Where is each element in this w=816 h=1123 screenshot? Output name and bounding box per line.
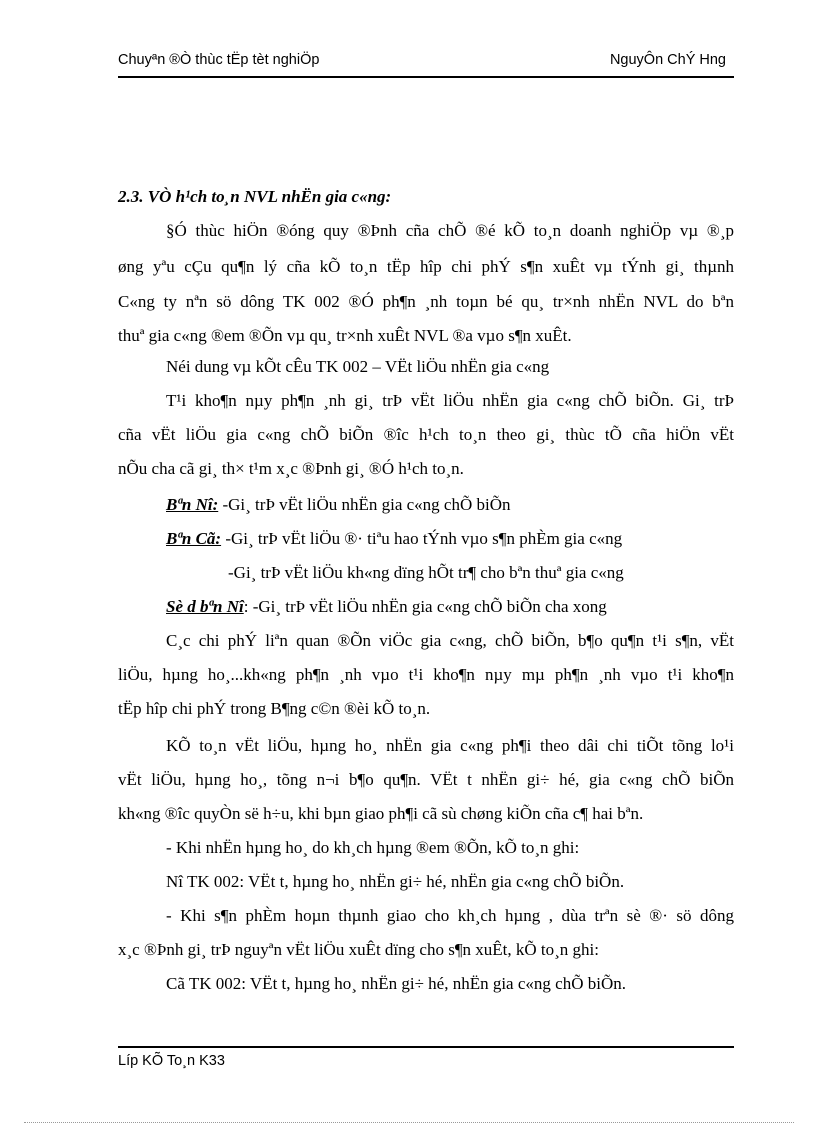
paragraph-line: C«ng ty nªn sö dông TK 002 ®Ó ph¶n ¸nh toµn bé qu¸ tr×nh nhËn NVL do bªn: [118, 292, 734, 311]
header-title: Chuyªn ®Ò thùc tËp tèt nghiÖp: [118, 52, 320, 68]
footer-rule: [118, 1046, 734, 1048]
balance-label: Sè d bªn Nî: [166, 597, 244, 616]
paragraph-line: nÕu cha cã gi¸ th× t¹m x¸c ®Þnh gi¸ ®Ó h¹ch to¸n.: [118, 459, 464, 478]
paragraph-line: thuª gia c«ng ®em ®Õn vµ qu¸ tr×nh xuÊt NVL ®a vµo s¶n xuÊt.: [118, 326, 572, 345]
paragraph-line: liÖu, hµng ho¸...kh«ng ph¶n ¸nh vµo t¹i kho¶n nµy mµ ph¶n ¸nh vµo t¹i kho¶n: [118, 665, 734, 684]
credit-entry-2: -Gi¸ trÞ vËt liÖu kh«ng dïng hÕt tr¶ cho bªn thuª gia c«ng: [228, 563, 624, 582]
page-footer: Líp KÕ To¸n K33: [118, 1053, 225, 1069]
balance-entry: [166, 598, 782, 615]
debit-label: Bªn Nî:: [166, 495, 219, 514]
paragraph-line: §Ó thùc hiÖn ®óng quy ®Þnh cña chÕ ®é kÕ to¸n doanh nghiÖp vµ ®¸p: [166, 221, 734, 240]
paragraph-line: vËt liÖu, hµng ho¸, tõng n¬i b¶o qu¶n. VËt t nhËn gi÷ hé, gia c«ng chÕ biÕn: [118, 770, 734, 789]
paragraph-line: tËp hîp chi phÝ trong B¶ng c©n ®èi kÕ to¸n.: [118, 699, 431, 718]
section-heading: 2.3. VÒ h¹ch to¸n NVL nhËn gia c«ng:: [118, 187, 392, 206]
paragraph-line: kh«ng ®îc quyÒn së h÷u, khi bµn giao ph¶i cã sù chøng kiÕn cña c¶ hai bªn.: [118, 804, 644, 823]
debit-text: -Gi¸ trÞ vËt liÖu nhËn gia c«ng chÕ biÕn: [218, 495, 511, 514]
paragraph-line: Cã TK 002: VËt t, hµng ho¸ nhËn gi÷ hé, nhËn gia c«ng chÕ biÕn.: [166, 974, 626, 993]
paragraph-line: Nî TK 002: VËt t, hµng ho¸ nhËn gi÷ hé, nhËn gia c«ng chÕ biÕn.: [166, 872, 625, 891]
paragraph-line: cña vËt liÖu gia c«ng chÕ biÕn ®îc h¹ch to¸n theo gi¸ thùc tÕ cña hiÖn vËt: [118, 425, 734, 444]
paragraph-line: øng yªu cÇu qu¶n lý cña kÕ to¸n tËp hîp chi phÝ s¶n xuÊt vµ tÝnh gi¸ thµnh: [118, 257, 734, 276]
paragraph-line: - Khi s¶n phÈm hoµn thµnh giao cho kh¸ch hµng , dùa trªn sè ®· sö dông: [166, 906, 734, 925]
paragraph-line: x¸c ®Þnh gi¸ trÞ nguyªn vËt liÖu xuÊt dïng cho s¶n xuÊt, kÕ to¸n ghi:: [118, 940, 599, 959]
paragraph-line: T¹i kho¶n nµy ph¶n ¸nh gi¸ trÞ vËt liÖu nhËn gia c«ng chÕ biÕn. Gi¸ trÞ: [166, 391, 734, 410]
header-author: NguyÔn ChÝ Hng: [609, 52, 726, 68]
paragraph-line: Néi dung vµ kÕt cÊu TK 002 – VËt liÖu nhËn gia c«ng: [166, 357, 550, 376]
credit-label: Bªn Cã:: [166, 529, 222, 548]
balance-text: : -Gi¸ trÞ vËt liÖu nhËn gia c«ng chÕ biÕn cha xong: [243, 597, 607, 616]
debit-entry: [166, 496, 782, 513]
page-header: [118, 52, 734, 74]
paragraph-line: - Khi nhËn hµng ho¸ do kh¸ch hµng ®em ®Õn, kÕ to¸n ghi:: [166, 838, 580, 857]
header-rule: [118, 76, 734, 78]
paragraph-line: KÕ to¸n vËt liÖu, hµng ho¸ nhËn gia c«ng ph¶i theo dâi chi tiÕt tõng lo¹i: [166, 736, 734, 755]
credit-entry: [166, 530, 782, 547]
paragraph-line: C¸c chi phÝ liªn quan ®Õn viÖc gia c«ng, chÕ biÕn, b¶o qu¶n t¹i s¶n, vËt: [166, 631, 734, 650]
credit-text: -Gi¸ trÞ vËt liÖu ®· tiªu hao tÝnh vµo s¶n phÈm gia c«ng: [221, 529, 623, 548]
